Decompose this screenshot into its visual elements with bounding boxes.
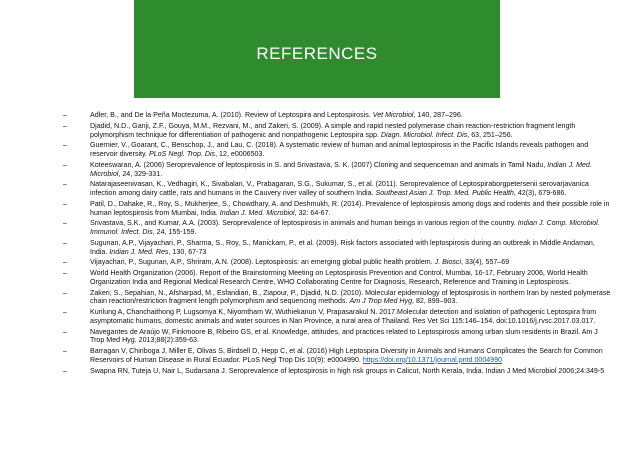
journal-name: J. Biosci bbox=[434, 258, 462, 267]
doi-link[interactable]: https://doi.org/10.1371/journal.pntd.0004990 bbox=[362, 355, 503, 364]
reference-segment: Srivastava, S.K., and Kumar, A.A. (2003). Seroprevalence of leptospirosis in animals and human beings in various region of the country. bbox=[90, 219, 518, 228]
reference-item bbox=[58, 141, 613, 159]
reference-text bbox=[90, 219, 600, 236]
journal-name: PLoS Negl. Trop. Dis bbox=[149, 150, 216, 158]
reference-item bbox=[58, 122, 613, 140]
reference-item bbox=[58, 328, 613, 346]
journal-name: Indian J. Med. Microbiol bbox=[219, 208, 295, 217]
reference-segment: , 82, 899–903. bbox=[412, 297, 458, 306]
reference-item bbox=[58, 367, 613, 376]
reference-item bbox=[58, 180, 613, 198]
reference-segment: World Health Organization (2006). Report of the Brainstorming Meeting on Leptospirosis Prevention and Control, Mumbai, 16-17, February 2006, World Health Organization India and Regional Medical Research Centre, WHO Collaborating Centre for Diagnosis, Research, Reference and Training in Leptospirosis. bbox=[90, 269, 588, 286]
reference-segment: Natarajaseenivasan, K., Vedhagiri, K., Sivabalan, V., Prabagaran, S.G., Sukumar, S., et al. (2011). Seroprevalence of Leptospiraborgpetersenii serovarjavanica infection among dairy cattle, rats and humans in the Cauvery river valley of southern India. bbox=[90, 180, 589, 197]
reference-segment: , 24, 329-331. bbox=[118, 169, 163, 178]
reference-segment: Vijayachari, P., Sugunan, A.P., Shriram, A.N. (2008). Leptospirosis: an emerging global public health problem. bbox=[90, 258, 435, 267]
reference-segment: , 24, 155-159. bbox=[152, 228, 197, 236]
journal-name: Southeast Asian J. Trop. Med. Public Health bbox=[375, 189, 514, 197]
dash-bullet: – bbox=[63, 160, 67, 169]
reference-text bbox=[90, 347, 603, 364]
dash-bullet: – bbox=[63, 121, 67, 130]
reference-text bbox=[90, 122, 575, 139]
dash-bullet: – bbox=[63, 199, 67, 208]
dash-bullet: – bbox=[63, 258, 67, 267]
reference-text bbox=[90, 161, 592, 178]
reference-list bbox=[58, 111, 613, 377]
dash-bullet: – bbox=[63, 308, 67, 316]
reference-text bbox=[90, 269, 588, 286]
reference-segment: Sugunan, A.P., Vijayachari, P., Sharma, S., Roy, S., Manickam, P., et al. (2009). Risk factors associated with leptospirosis during an outbreak in Middle Andaman, India. bbox=[90, 238, 595, 256]
journal-name: Indian J. Med. Res bbox=[109, 247, 169, 256]
reference-text bbox=[90, 258, 509, 266]
reference-segment: , 12, e0006503. bbox=[215, 150, 265, 158]
reference-text bbox=[90, 141, 588, 158]
journal-name: Vet Microbiol bbox=[372, 111, 414, 119]
reference-text bbox=[90, 308, 596, 325]
reference-segment: Kurilung A, Chanchaithong P, Lugsomya K, Niyomtham W, Wuthiekanun V, Prapasarakul N. 2017.Molecular detection and isolation of pathogenic Leptospira from asymptomatic humans, domestic animals and water sources in Nan Province, a rural area of Thailand. Res Vet Sci 115:146–154. doi:10.1016/j.rvsc.2017.03.017. bbox=[90, 308, 597, 325]
reference-segment: Barragan V, Chiriboga J, Miller E, Olivas S, Birdsell D, Hepp C, et al. (2016) High Leptospira Diversity in Animals and Humans Complicates the Search for Common Reservoirs of Human Disease in Rural Ecuador. PLoS Negl Trop Dis 10(9): e0004990. bbox=[90, 347, 603, 364]
reference-text bbox=[90, 367, 604, 375]
reference-item bbox=[58, 269, 613, 287]
reference-segment: , 42(3), 679-686. bbox=[513, 189, 567, 197]
reference-segment: , 63, 251–256. bbox=[467, 130, 513, 139]
reference-item bbox=[58, 161, 613, 179]
reference-segment: Koteeswaran, A. (2006) Seroprevalence of leptospirosis in S. and Srivastava, S. K. (2007) Cloning and sequenceman and animals in Tamil Nadu, bbox=[90, 160, 548, 169]
journal-name: Am J Trop Med Hyg bbox=[349, 297, 413, 306]
dash-bullet: – bbox=[63, 327, 67, 336]
reference-text bbox=[90, 239, 595, 256]
dash-bullet: – bbox=[63, 111, 67, 119]
reference-text bbox=[90, 328, 598, 345]
reference-segment: , 140, 287–296. bbox=[413, 111, 463, 119]
dash-bullet: – bbox=[63, 180, 67, 189]
reference-segment: Zakeri, S., Sepahian, N., Afsharpad, M., Esfandiari, B., Ziapour, P., Djadid, N.D. (2010). Molecular epidemiology of leptospirosis in northern Iran by nested polymerase chain reaction/restriction fragment length polymorphism and sequencing methods. bbox=[90, 288, 611, 306]
dash-bullet: – bbox=[63, 347, 67, 355]
journal-name: Indian J. Med. Microbiol bbox=[90, 160, 592, 178]
reference-segment: , 130, 67-73 bbox=[168, 247, 207, 256]
reference-segment: , 33(4), 557–69 bbox=[461, 258, 510, 267]
reference-segment: Djadid, N.D., Ganji, Z.F., Gouya, M.M., Rezvani, M., and Zakeri, S. (2009). A simple and rapid nested polymerase chain reaction-restriction fragment length polymorphism technique for differentiation of pathogenic and nonpathogenic Leptospira spp. bbox=[90, 121, 576, 139]
reference-segment: Patil, D., Dahake, R., Roy, S., Mukherjee, S., Chowdhary, A. and Deshmukh, R. (2014). Prevalence of leptospirosis among dogs and rodents and their possible role in human leptospirosis from Mumbai, India. bbox=[90, 199, 610, 217]
dash-bullet: – bbox=[63, 141, 67, 150]
reference-item bbox=[58, 289, 613, 307]
reference-segment: Adler, B., and De la Peña Moctezuma, A. (2010). Review of Leptospira and Leptospirosis. bbox=[90, 111, 373, 119]
reference-item bbox=[58, 219, 613, 237]
reference-item bbox=[58, 239, 613, 257]
reference-segment: , 32: 64-67. bbox=[294, 208, 331, 217]
page-title: REFERENCES bbox=[256, 44, 378, 63]
reference-segment: Guernier, V., Goarant, C., Benschop, J., and Lau, C. (2018). A systematic review of human and animal leptospirosis in the Pacific Islands reveals pathogen and reservoir diversity. bbox=[90, 141, 589, 158]
dash-bullet: – bbox=[63, 219, 67, 228]
dash-bullet: – bbox=[63, 366, 67, 375]
reference-segment: Swapna RN, Tuteja U, Nair L, Sudarsana J. Seroprevalence of leptospirosis in high risk groups in Calicut, North Kerala, India. Indian J Med Microbiol 2006;24:349-5 bbox=[90, 366, 605, 375]
reference-item bbox=[58, 258, 613, 267]
reference-text bbox=[90, 180, 589, 197]
reference-item bbox=[58, 111, 613, 120]
dash-bullet: – bbox=[63, 238, 67, 247]
reference-text bbox=[90, 111, 463, 119]
reference-item bbox=[58, 200, 613, 218]
journal-name: Indian J. Comp. Microbiol. Immunol. Infect. Dis bbox=[90, 219, 600, 236]
dash-bullet: – bbox=[63, 288, 67, 297]
reference-text bbox=[90, 200, 609, 217]
journal-name: Diagn. Microbiol. Infect. Dis bbox=[380, 130, 468, 139]
dash-bullet: – bbox=[63, 269, 67, 277]
reference-segment: Navegantes de Araújo W, Finkmoore B, Ribeiro GS, et al. Knowledge, attitudes, and practices related to Leptospirosis among urban slum residents in Brazil. Am J Trop Med Hyg. 2013;88(2):359-63. bbox=[90, 327, 598, 345]
reference-item bbox=[58, 347, 613, 365]
reference-item bbox=[58, 308, 613, 326]
reference-text bbox=[90, 289, 610, 306]
title-banner bbox=[134, 0, 500, 98]
